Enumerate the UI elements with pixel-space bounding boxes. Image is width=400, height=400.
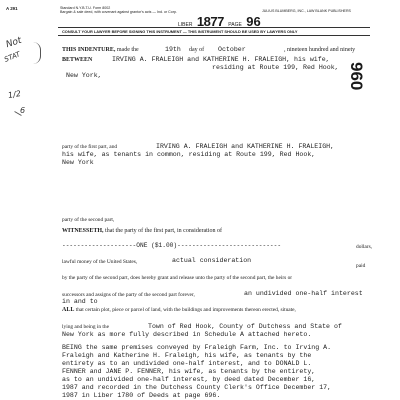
- margin-note-stat: STAT: [3, 50, 22, 64]
- being-line6: 1987 and recorded in the Dutchess County Clerk's Office December 17,: [62, 384, 332, 391]
- witnesseth-line: [62, 228, 222, 234]
- page-label: PAGE: [228, 22, 242, 28]
- party-second-part: party of the second part,: [62, 217, 115, 223]
- made-the: made the: [116, 47, 139, 53]
- margin-note-not: Not: [4, 35, 23, 51]
- second-party-line2: his wife, as tenants in common, residing at Route 199, Red Hook,: [62, 151, 316, 158]
- indenture-label: THIS INDENTURE,: [62, 47, 116, 53]
- margin-note-six: 6: [20, 106, 26, 115]
- all-label: ALL: [62, 307, 75, 313]
- being-line7: 1987 in Liber 1780 of Deeds at page 696.: [62, 392, 221, 399]
- day-of: day of: [189, 47, 205, 53]
- day-value: 19th: [165, 46, 181, 53]
- form-number: A 291: [6, 6, 18, 11]
- grant-line2-print: successors and assigns of the party of the second part forever,: [62, 292, 195, 298]
- dollars-label: dollars,: [356, 244, 373, 250]
- party-first-part: party of the first part, and: [62, 144, 118, 150]
- margin-note-half: 1/2: [7, 88, 22, 101]
- witnesseth-text: that the party of the first part, in consideration of: [105, 228, 222, 234]
- form-title-line2: Bargain & sale deed, with covenant against grantor's acts — Ind. or Corp.: [60, 10, 177, 14]
- being-line2: Fraleigh and Katherine H. Fraleigh, his wife, as tenants by the: [62, 352, 312, 359]
- between-label: BETWEEN: [62, 57, 93, 63]
- first-party-line3: New York,: [66, 72, 102, 79]
- month-value: October: [218, 46, 246, 53]
- header-rule: [58, 27, 370, 28]
- all-text: that certain plot, piece or parcel of land, with the buildings and improvements thereon erected, situate,: [75, 307, 296, 313]
- paid-label: paid: [356, 263, 366, 269]
- being-line5: as to an undivided one-half interest, by deed dated December 16,: [62, 376, 316, 383]
- grant-line1: by the party of the second part, does hereby grant and release unto the party of the second part, the heirs or: [62, 275, 293, 281]
- recording-stamp-number: 960: [347, 62, 366, 91]
- form-title-line1: Standard N.Y.B.T.U. Form 8002: [60, 6, 111, 10]
- consideration-amount: --------------------ONE ($1.00)----------------------------: [62, 242, 282, 249]
- being-line3: entirety as to an undivided one-half interest, and to DONALD L.: [62, 360, 312, 367]
- second-party-line3: New York: [62, 159, 94, 166]
- page-number: 96: [246, 14, 261, 29]
- first-party-line2: residing at Route 199, Red Hook,: [212, 64, 339, 71]
- second-party-line1: IRVING A. FRALEIGH and KATHERINE H. FRALEIGH,: [156, 143, 335, 150]
- lying-text: lying and being in the: [62, 324, 110, 330]
- first-party-line1: IRVING A. FRALEIGH and KATHERINE H. FRALEIGH, his wife,: [112, 56, 330, 63]
- witnesseth-label: WITNESSETH,: [62, 228, 104, 234]
- margin-bracket: [32, 42, 41, 64]
- location-line1: Town of Red Hook, County of Dutchess and State of: [148, 323, 342, 330]
- year-text: , nineteen hundred and ninety: [284, 47, 356, 53]
- indenture-line: [62, 47, 139, 53]
- all-line: [62, 307, 296, 313]
- header-rule-2: [58, 35, 370, 36]
- consult-notice: CONSULT YOUR LAWYER BEFORE SIGNING THIS INSTRUMENT — THIS INSTRUMENT SHOULD BE USED BY LAWYERS ONLY: [62, 29, 298, 34]
- lawful-money: lawful money of the United States,: [62, 259, 138, 265]
- actual-consideration: actual consideration: [172, 257, 252, 264]
- being-line1: BEING the same premises conveyed by Fraleigh Farm, Inc. to Irving A.: [62, 344, 332, 351]
- grant-line3-typed: in and to: [62, 298, 98, 305]
- being-line4: FENNER and JANE P. FENNER, his wife, as tenants by the entirety,: [62, 368, 316, 375]
- liber-number: 1877: [196, 14, 224, 29]
- grant-line2-typed: an undivided one-half interest: [244, 290, 363, 297]
- liber-label: LIBER: [178, 22, 193, 28]
- publisher: JULIUS BLUMBERG, INC., LAW BLANK PUBLISHERS: [262, 9, 351, 13]
- location-line2: New York as more fully described in Schedule A attached hereto.: [62, 331, 312, 338]
